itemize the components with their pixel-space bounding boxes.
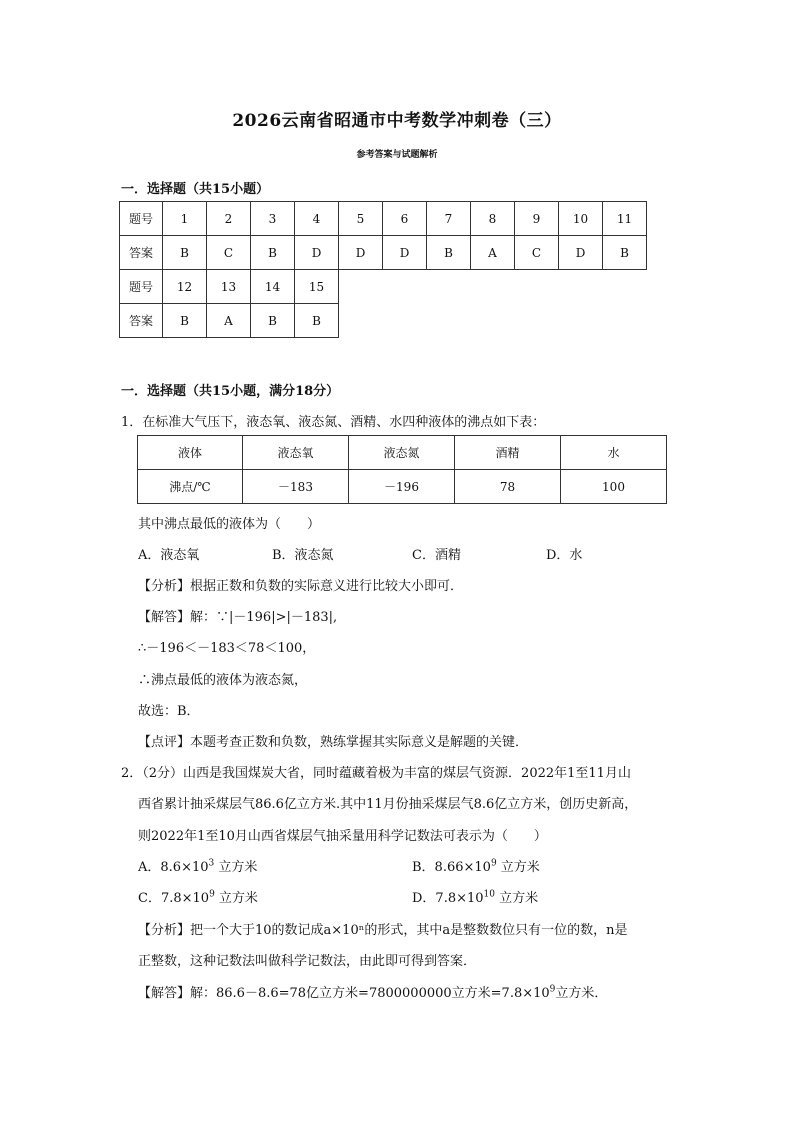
table-cell: 液态氧: [243, 436, 349, 470]
table-cell: 答案: [120, 236, 163, 270]
table-cell: B: [427, 236, 471, 270]
section-heading: 一．选择题（共15小题，满分18分）: [121, 384, 340, 399]
solution-line: 故选：B．: [138, 704, 200, 719]
table-row: [120, 270, 647, 304]
table-cell: B: [251, 304, 295, 338]
table-cell: 答案: [120, 304, 163, 338]
solution-line: ∴－196＜－183＜78＜100，: [138, 641, 316, 656]
table-row: [138, 470, 667, 504]
solution-line: 【解答】解：∵|－196|>|－183|,: [138, 610, 338, 625]
option-d: D．水: [546, 548, 583, 563]
option-b: B．液态氮: [272, 548, 334, 563]
table-cell: C: [515, 236, 559, 270]
table-cell: 沸点/℃: [138, 470, 243, 504]
option-d: D．$7.8\times 10^{10}$ 立方米: [412, 889, 539, 906]
table-cell: 题号: [120, 270, 163, 304]
table-cell: 2: [207, 202, 251, 236]
question-1-prompt: 其中沸点最低的液体为（ ）: [138, 517, 321, 532]
table-cell: D: [295, 236, 339, 270]
table-cell: 10: [559, 202, 603, 236]
solution-line: ∴沸点最低的液体为液态氮，: [138, 673, 308, 688]
table-cell: 酒精: [455, 436, 561, 470]
table-row: [138, 436, 667, 470]
question-2-stem: 西省累计抽采煤层气86.6亿立方米.其中11月份抽采煤层气8.6亿立方米，创历史新高，: [138, 797, 638, 812]
table-cell: 15: [295, 270, 339, 304]
table-cell: C: [207, 236, 251, 270]
table-cell: 100: [561, 470, 667, 504]
option-c: C．酒精: [412, 548, 461, 563]
table-cell: －183: [243, 470, 349, 504]
table-cell: 9: [515, 202, 559, 236]
table-cell: 11: [603, 202, 647, 236]
option-a: A．液态氧: [138, 548, 200, 563]
table-cell: 12: [163, 270, 207, 304]
table-cell: B: [603, 236, 647, 270]
table-cell: －196: [349, 470, 455, 504]
page-title: 2026云南省昭通市中考数学冲刺卷（三）: [232, 111, 562, 131]
table-cell: B: [163, 236, 207, 270]
table-cell: 8: [471, 202, 515, 236]
table-cell: D: [339, 236, 383, 270]
table-cell: 78: [455, 470, 561, 504]
table-cell: 题号: [120, 202, 163, 236]
table-cell: 3: [251, 202, 295, 236]
table-cell: D: [383, 236, 427, 270]
section-heading: 一．选择题（共15小题）: [121, 182, 270, 197]
table-cell: 14: [251, 270, 295, 304]
option-b: B．$8.66\times 10^9$ 立方米: [412, 858, 540, 875]
table-row: [120, 202, 647, 236]
page-subtitle: 参考答案与试题解析: [356, 150, 438, 160]
table-cell: 液体: [138, 436, 243, 470]
solution-line: 【解答】解：86.6－8.6=78亿立方米=7800000000立方米$=7.8\times 10^9$立方米．: [138, 984, 608, 1001]
table-cell: B: [251, 236, 295, 270]
comment-text: 【点评】本题考查正数和负数，熟练掌握其实际意义是解题的关键．: [138, 735, 529, 750]
table-cell: 5: [339, 202, 383, 236]
answer-table: [119, 201, 647, 338]
analysis-text: 【分析】把一个大于10的数记成a×10ⁿ的形式，其中a是整数数位只有一位的数，n是: [138, 923, 628, 938]
table-cell: 水: [561, 436, 667, 470]
question-2-stem: 2．（2分）山西是我国煤炭大省，同时蕴藏着极为丰富的煤层气资源．2022年1至11月山: [121, 766, 631, 781]
question-2-stem: 则2022年1至10月山西省煤层气抽采量用科学记数法可表示为（ ）: [138, 829, 547, 844]
table-cell: 液态氮: [349, 436, 455, 470]
table-cell: D: [559, 236, 603, 270]
option-a: A．$8.6\times 10^3$ 立方米: [138, 858, 258, 875]
table-cell: 6: [383, 202, 427, 236]
table-cell: A: [471, 236, 515, 270]
option-c: C．$7.8\times 10^9$ 立方米: [138, 889, 258, 906]
table-cell: A: [207, 304, 251, 338]
table-row: [120, 304, 647, 338]
analysis-text: 正整数，这种记数法叫做科学记数法，由此即可得到答案．: [138, 954, 477, 969]
table-cell: 7: [427, 202, 471, 236]
table-cell: 13: [207, 270, 251, 304]
table-cell: 1: [163, 202, 207, 236]
table-cell: B: [295, 304, 339, 338]
boiling-point-table: [137, 435, 667, 504]
question-1-stem: 1．在标准大气压下，液态氧、液态氮、酒精、水四种液体的沸点如下表：: [121, 415, 546, 430]
analysis-text: 【分析】根据正数和负数的实际意义进行比较大小即可．: [138, 579, 464, 594]
table-cell: 4: [295, 202, 339, 236]
table-cell: B: [163, 304, 207, 338]
table-row: [120, 236, 647, 270]
